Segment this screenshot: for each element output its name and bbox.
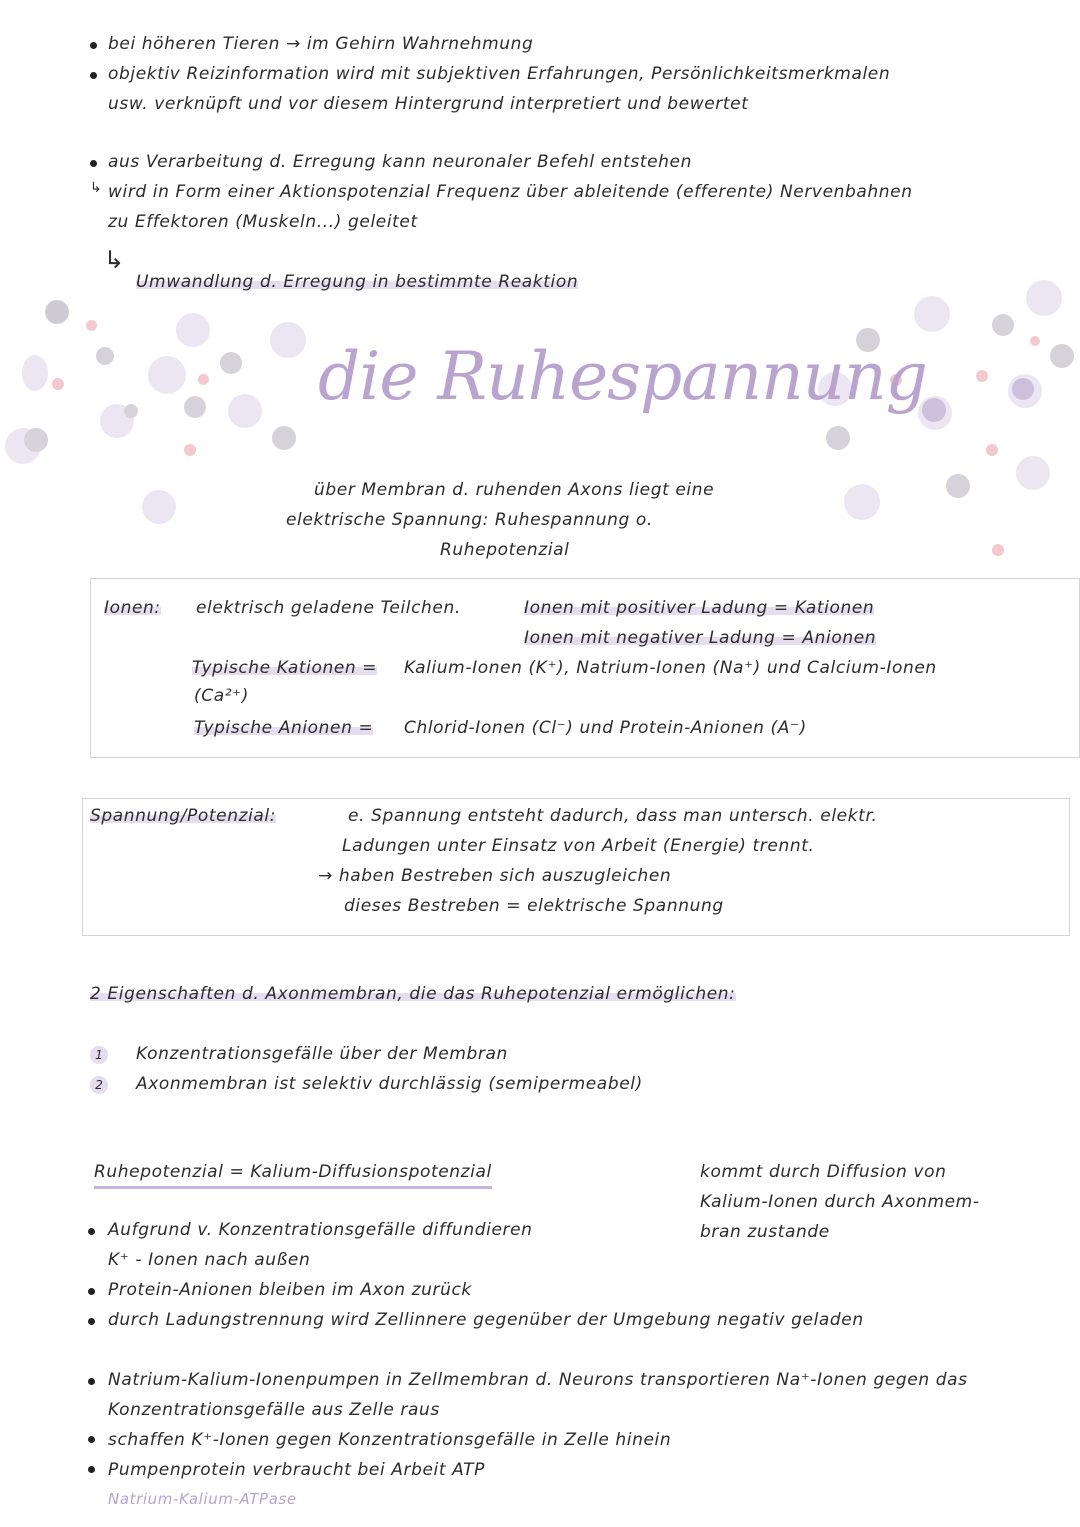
spannung-line: dieses Bestreben = elektrische Spannung [344, 896, 724, 916]
list-item: Axonmembran ist selektiv durchlässig (semipermeabel) [136, 1074, 643, 1094]
text-line: usw. verknüpft und vor diesem Hintergrund interpretiert und bewertet [108, 94, 749, 114]
bullet [88, 1436, 95, 1443]
spannung-line: → haben Bestreben sich auszugleichen [318, 866, 672, 886]
spannung-line: e. Spannung entsteht dadurch, dass man untersch. elektr. [348, 806, 878, 826]
bullet [88, 1288, 95, 1295]
typische-kationen-label: Typische Kationen = [192, 658, 378, 678]
bullet [90, 160, 97, 167]
ionen-definition: elektrisch geladene Teilchen. [196, 598, 461, 618]
bullet [90, 42, 97, 49]
ruhepotenzial-heading: Ruhepotenzial = Kalium-Diffusionspotenzial [94, 1162, 492, 1189]
eigenschaften-heading: 2 Eigenschaften d. Axonmembran, die das Ruhepotenzial ermöglichen: [90, 984, 736, 1004]
text-line: Protein-Anionen bleiben im Axon zurück [108, 1280, 472, 1300]
page-title: die Ruhespannung [318, 338, 927, 415]
typische-kationen-text: Kalium-Ionen (K⁺), Natrium-Ionen (Na⁺) und Calcium-Ionen [404, 658, 937, 678]
text-line: Natrium-Kalium-Ionenpumpen in Zellmembran d. Neurons transportieren Na⁺-Ionen gegen das [108, 1370, 968, 1390]
typische-kationen-cont: (Ca²⁺) [194, 686, 249, 706]
list-number: 2 [90, 1076, 108, 1094]
text-line: wird in Form einer Aktionspotenzial Frequenz über ableitende (efferente) Nervenbahnen [108, 182, 913, 202]
side-note-line: kommt durch Diffusion von [700, 1162, 947, 1182]
bullet [88, 1466, 95, 1473]
text-line: K⁺ - Ionen nach außen [108, 1250, 311, 1270]
text-line: bei höheren Tieren → im Gehirn Wahrnehmung [108, 34, 534, 54]
text-line: durch Ladungstrennung wird Zellinnere gegenüber der Umgebung negativ geladen [108, 1310, 864, 1330]
side-note-line: Kalium-Ionen durch Axonmem- [700, 1192, 980, 1212]
spannung-line: Ladungen unter Einsatz von Arbeit (Energie) trennt. [342, 836, 815, 856]
text-line: Konzentrationsgefälle aus Zelle raus [108, 1400, 440, 1420]
text-line: Aufgrund v. Konzentrationsgefälle diffundieren [108, 1220, 533, 1240]
side-note-line: bran zustande [700, 1222, 830, 1242]
intro-line: über Membran d. ruhenden Axons liegt eine [314, 480, 715, 500]
list-item: Konzentrationsgefälle über der Membran [136, 1044, 508, 1064]
text-line: zu Effektoren (Muskeln...) geleitet [108, 212, 418, 232]
bullet [88, 1228, 95, 1235]
text-line-highlighted: Umwandlung d. Erregung in bestimmte Reaktion [136, 272, 579, 292]
bullet [90, 72, 97, 79]
bullet [88, 1378, 95, 1385]
intro-line: elektrische Spannung: Ruhespannung o. [286, 510, 653, 530]
typische-anionen-label: Typische Anionen = [194, 718, 374, 738]
intro-line: Ruhepotenzial [440, 540, 570, 560]
text-line: aus Verarbeitung d. Erregung kann neuronaler Befehl entstehen [108, 152, 692, 172]
text-line: Pumpenprotein verbraucht bei Arbeit ATP [108, 1460, 485, 1480]
term-ionen: Ionen: [104, 598, 161, 618]
hook-arrow-icon: ↳ [104, 246, 125, 274]
arrow-glyph: ↳ [90, 180, 103, 196]
text-line: schaffen K⁺-Ionen gegen Konzentrationsgefälle in Zelle hinein [108, 1430, 672, 1450]
list-number: 1 [90, 1046, 108, 1064]
anionen-line: Ionen mit negativer Ladung = Anionen [524, 628, 877, 648]
atpase-note: Natrium-Kalium-ATPase [108, 1490, 297, 1508]
typische-anionen-text: Chlorid-Ionen (Cl⁻) und Protein-Anionen (A⁻) [404, 718, 807, 738]
kationen-line: Ionen mit positiver Ladung = Kationen [524, 598, 875, 618]
text-line: objektiv Reizinformation wird mit subjektiven Erfahrungen, Persönlichkeitsmerkmalen [108, 64, 891, 84]
bullet [88, 1318, 95, 1325]
term-spannung: Spannung/Potenzial: [90, 806, 277, 826]
